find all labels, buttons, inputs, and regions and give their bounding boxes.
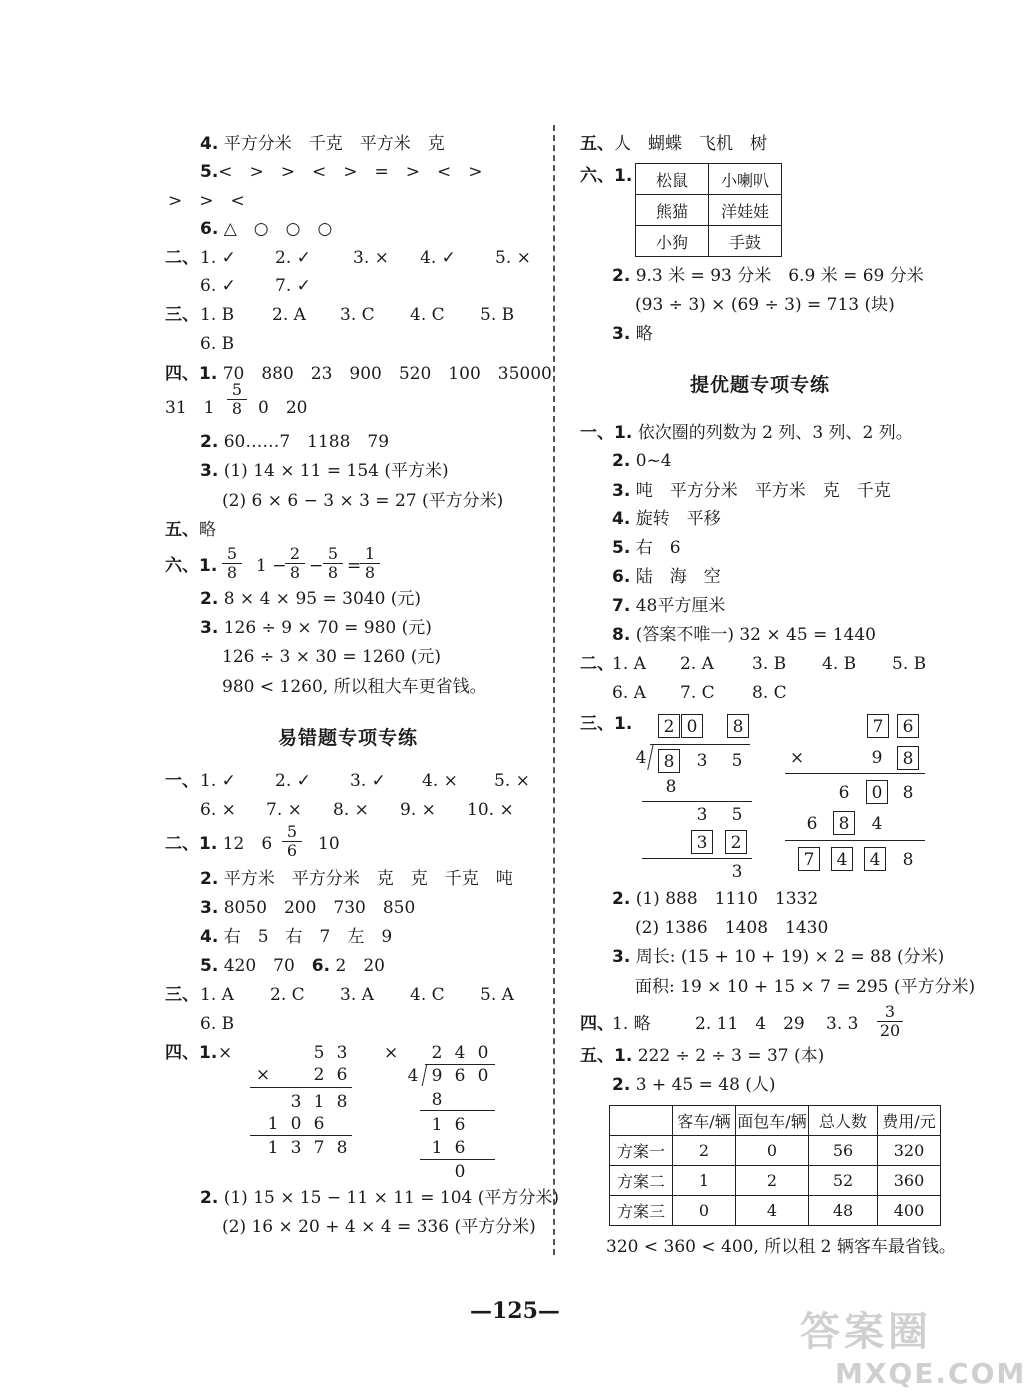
table-cell: 1 (673, 1166, 736, 1196)
table-cell: 52 (809, 1166, 878, 1196)
digit-box: 4 (831, 847, 853, 871)
r-u-5: 5. B (892, 654, 927, 674)
r-sec6-2: 2. 9.3 米 = 93 分米 6.9 米 = 69 分米 (612, 266, 924, 286)
r-w-fraction: $\frac{3}{20}$ (877, 1003, 903, 1040)
plan-table (609, 1105, 941, 1226)
r-u-label: 二、 (580, 654, 614, 674)
l2-sec2-5: 5. 420 70 6. 2 20 (200, 956, 385, 976)
l2-sec1-4: 4. × (422, 771, 458, 791)
r-t3: 3. 吨 平方分米 平方米 克 千克 (612, 481, 891, 501)
table-cell: 方案三 (610, 1196, 673, 1226)
times-sign: × (255, 1065, 271, 1085)
table-cell: 56 (809, 1136, 878, 1166)
l2-sec4-2: 2. (1) 15 × 15 − 11 × 11 = 104 (平方分米) (200, 1188, 560, 1208)
r-u-6: 6. A (612, 683, 646, 703)
r-t5: 5. 右 6 (612, 538, 681, 558)
r-v-3-2: 面积: 19 × 10 + 15 × 7 = 295 (平方分米) (635, 977, 976, 997)
l-sec6-label: 六、1. (165, 556, 218, 576)
table-row (610, 1196, 941, 1226)
times-sign: × (789, 748, 805, 768)
l2-sec4-x2: × (384, 1043, 399, 1063)
digit: 8 (431, 1090, 443, 1110)
r-u-1: 1. A (612, 654, 646, 674)
heading-error-prone: 易错题专项专练 (278, 727, 419, 749)
watermark-url: MXQE.COM (835, 1357, 1026, 1390)
table-cell: 400 (878, 1196, 941, 1226)
l2-sec3-4: 4. C (410, 985, 445, 1005)
l-sec4-3-1: 3. (1) 14 × 11 = 154 (平方米) (200, 461, 449, 481)
rule (642, 858, 752, 859)
l-sec3-2: 2. A (272, 305, 306, 325)
l-sec6-eq: = (347, 556, 362, 576)
l2-sec2-1-post: 10 (318, 834, 340, 854)
digit: 4 (871, 814, 883, 834)
l-item-5-cont: > > < (168, 191, 245, 211)
digit-box: 8 (833, 811, 855, 835)
digit-box: 2 (725, 830, 747, 854)
r-t7: 7. 48平方厘米 (612, 596, 726, 616)
table-row (636, 164, 782, 195)
l2-sec2-2: 2. 平方米 平方分米 克 克 千克 吨 (200, 869, 513, 889)
table-cell: 0 (736, 1136, 809, 1166)
column-divider (553, 125, 555, 1255)
l2-sec2-1: 二、1. 12 6 (165, 834, 273, 854)
table-cell: 小狗 (636, 226, 709, 257)
digit: 6 (838, 783, 850, 803)
table-cell: 0 (673, 1196, 736, 1226)
l2-sec1-label: 一、 (165, 771, 199, 791)
digit: 3 (731, 862, 743, 882)
l2-sec3-3: 3. A (340, 985, 374, 1005)
r-w-1: 1. 略 (612, 1014, 651, 1034)
digit: 9 (431, 1066, 443, 1086)
l-sec2-6: 6. ✓ (200, 276, 236, 296)
l-sec3-3: 3. C (340, 305, 375, 325)
watermark-logo (800, 1300, 1026, 1390)
r-sec6-3: 3. 略 (612, 324, 653, 344)
l2-sec3-1: 1. A (200, 985, 234, 1005)
table-row (610, 1136, 941, 1166)
r-w-2: 2. 11 4 29 (695, 1014, 805, 1034)
table-header-row (610, 1106, 941, 1136)
l2-sec4-2b: (2) 16 × 20 + 4 × 4 = 336 (平方分米) (222, 1217, 536, 1237)
l-sec2-5: 5. × (495, 248, 531, 268)
r-t6: 6. 陆 海 空 (612, 567, 721, 587)
digit: 6 (454, 1115, 466, 1135)
page-number: —125— (470, 1298, 560, 1324)
r-t1: 一、1. 依次圈的列数为 2 列、3 列、2 列。 (580, 423, 913, 443)
table-cell: 2 (736, 1166, 809, 1196)
l-sec2-2: 2. ✓ (275, 248, 311, 268)
digit: 6 (336, 1065, 348, 1085)
l-sec4-1: 四、1. 70 880 23 900 520 100 35000 (165, 364, 552, 384)
digit-box: 6 (897, 714, 919, 738)
r-u-4: 4. B (822, 654, 857, 674)
r-x-2: 2. 3 + 45 = 48 (人) (612, 1075, 776, 1095)
l2-sec4-label: 四、1. (165, 1043, 218, 1063)
digit: 4 (454, 1043, 466, 1063)
l-sec2-4: 4. ✓ (420, 248, 456, 268)
l-sec6-minus: − (309, 556, 324, 576)
r-t4: 4. 旋转 平移 (612, 509, 721, 529)
match-table (635, 163, 782, 257)
digit: 6 (454, 1138, 466, 1158)
digit: 5 (731, 805, 743, 825)
l2-sec3-6: 6. B (200, 1014, 235, 1034)
r-u-7: 7. C (680, 683, 715, 703)
l2-sec1-6: 6. × (200, 800, 236, 820)
table-cell: 手鼓 (709, 226, 782, 257)
digit: 3 (290, 1092, 302, 1112)
digit: 1 (431, 1138, 443, 1158)
r-sec6-label: 六、1. (580, 166, 633, 186)
r-v-label: 三、1. (580, 714, 633, 734)
r-x-1: 五、1. 222 ÷ 2 ÷ 3 = 37 (本) (580, 1046, 825, 1066)
divisor: 4 (407, 1066, 419, 1086)
table-cell: 320 (878, 1136, 941, 1166)
l-sec2-3: 3. × (353, 248, 389, 268)
digit: 3 (290, 1138, 302, 1158)
r-v-2-2: (2) 1386 1408 1430 (635, 918, 829, 938)
digit: 2 (313, 1065, 325, 1085)
digit: 3 (696, 805, 708, 825)
table-header-cell: 客车/辆 (673, 1106, 736, 1136)
l-sec5: 五、略 (165, 520, 216, 540)
digit-box: 2 (658, 714, 680, 738)
digit: 3 (696, 751, 708, 771)
heading-advanced: 提优题专项专练 (690, 374, 831, 396)
l-item-6: 6. △ ○ ○ ○ (200, 219, 333, 239)
l-item-5: 5.< > > < > = > < > (200, 162, 483, 182)
digit: 0 (454, 1162, 466, 1182)
digit: 1 (313, 1092, 325, 1112)
table-cell: 松鼠 (636, 164, 709, 195)
r-u-3: 3. B (752, 654, 787, 674)
l-sec3-5: 5. B (480, 305, 515, 325)
table-cell: 小喇叭 (709, 164, 782, 195)
digit: 5 (731, 751, 743, 771)
digit: 8 (902, 850, 914, 870)
digit: 9 (871, 748, 883, 768)
r-w-3: 3. 3 (826, 1014, 859, 1034)
digit-box: 7 (867, 714, 889, 738)
l-sec2-1: 1. ✓ (200, 248, 236, 268)
r-u-8: 8. C (752, 683, 787, 703)
digit-box: 8 (897, 746, 919, 770)
l-sec6-mid: 1 − (256, 556, 287, 576)
table-cell: 熊猫 (636, 195, 709, 226)
table-header-cell: 面包车/辆 (736, 1106, 809, 1136)
table-cell: 360 (878, 1166, 941, 1196)
l2-sec2-3: 3. 8050 200 730 850 (200, 898, 416, 918)
l-sec3-6: 6. B (200, 334, 235, 354)
digit: 1 (431, 1115, 443, 1135)
digit-box: 8 (727, 714, 749, 738)
table-header-cell (610, 1106, 673, 1136)
table-row (636, 226, 782, 257)
l2-sec1-10: 10. × (467, 800, 514, 820)
division-bar (650, 744, 750, 745)
digit: 6 (454, 1066, 466, 1086)
digit: 6 (313, 1114, 325, 1134)
digit: 3 (336, 1043, 348, 1063)
l-sec6-2: 2. 8 × 4 × 95 = 3040 (元) (200, 589, 422, 609)
table-cell: 2 (673, 1136, 736, 1166)
l2-sec3-label: 三、 (165, 985, 199, 1005)
l-sec4-fraction: $\frac{5}{8}$ (227, 381, 247, 418)
digit: 1 (267, 1114, 279, 1134)
table-header-cell: 费用/元 (878, 1106, 941, 1136)
l-sec4-1-cont-post: 0 20 (258, 398, 308, 418)
rule (250, 1087, 352, 1088)
rule (785, 840, 925, 841)
l-sec6-3b: 126 ÷ 3 × 30 = 1260 (元) (222, 647, 441, 667)
l2-sec1-5: 5. × (494, 771, 530, 791)
l2-sec4-x1: × (218, 1043, 233, 1063)
l2-sec3-2: 2. C (270, 985, 305, 1005)
digit-box: 7 (798, 847, 820, 871)
table-row (636, 195, 782, 226)
l2-sec1-2: 2. ✓ (275, 771, 311, 791)
l-sec6-frac4: $\frac{1}{8}$ (360, 545, 380, 582)
r-w-label: 四、 (580, 1014, 614, 1034)
digit-box: 0 (681, 714, 703, 738)
table-header-cell: 总人数 (809, 1106, 878, 1136)
digit: 8 (902, 783, 914, 803)
table-cell: 4 (736, 1196, 809, 1226)
l-sec6-frac3: $\frac{5}{8}$ (323, 545, 343, 582)
r-sec6-2b: (93 ÷ 3) × (69 ÷ 3) = 713 (块) (635, 295, 895, 315)
l-sec6-frac1: $\frac{5}{8}$ (222, 545, 242, 582)
digit: 1 (267, 1138, 279, 1158)
r-u-2: 2. A (680, 654, 714, 674)
digit: 7 (313, 1138, 325, 1158)
digit: 2 (431, 1043, 443, 1063)
l-sec4-2: 2. 60……7 1188 79 (200, 432, 390, 452)
digit: 0 (477, 1066, 489, 1086)
r-sec5: 五、人 蝴蝶 飞机 树 (580, 134, 767, 154)
digit: 8 (336, 1092, 348, 1112)
table-cell: 48 (809, 1196, 878, 1226)
digit-box: 3 (691, 830, 713, 854)
rule (642, 801, 752, 802)
divisor: 4 (635, 748, 647, 768)
digit-box: 0 (866, 780, 888, 804)
r-t2: 2. 0~4 (612, 451, 672, 471)
l-sec3-1: 1. B (200, 305, 235, 325)
digit-box: 4 (864, 847, 886, 871)
digit: 8 (665, 777, 677, 797)
l2-sec2-fraction: $\frac{5}{6}$ (282, 823, 302, 860)
table-cell: 方案一 (610, 1136, 673, 1166)
table-row (610, 1166, 941, 1196)
watermark-text: 答案圈 (800, 1309, 932, 1355)
l-sec6-frac2: $\frac{2}{8}$ (285, 545, 305, 582)
digit-box: 8 (658, 749, 680, 773)
digit: 5 (313, 1043, 325, 1063)
r-v-3-1: 3. 周长: (15 + 10 + 19) × 2 = 88 (分米) (612, 947, 945, 967)
l-sec2-7: 7. ✓ (275, 276, 311, 296)
l-sec4-1-cont-pre: 31 1 (165, 398, 215, 418)
l2-sec1-1: 1. ✓ (200, 771, 236, 791)
digit: 0 (477, 1043, 489, 1063)
digit: 8 (336, 1138, 348, 1158)
l2-sec1-9: 9. × (400, 800, 436, 820)
l-sec4-3-2: (2) 6 × 6 − 3 × 3 = 27 (平方分米) (222, 491, 504, 511)
digit: 0 (290, 1114, 302, 1134)
l-sec2-label: 二、 (165, 248, 199, 268)
r-x-3: 320 < 360 < 400, 所以租 2 辆客车最省钱。 (606, 1237, 956, 1257)
l-item-4: 4. 平方分米 千克 平方米 克 (200, 134, 445, 154)
table-cell: 方案二 (610, 1166, 673, 1196)
l-sec3-label: 三、 (165, 305, 199, 325)
l2-sec2-4: 4. 右 5 右 7 左 9 (200, 927, 393, 947)
l2-sec3-5: 5. A (480, 985, 514, 1005)
l-sec6-3c: 980 < 1260, 所以租大车更省钱。 (222, 677, 487, 697)
l2-sec1-3: 3. ✓ (350, 771, 386, 791)
l2-sec1-8: 8. × (333, 800, 369, 820)
digit: 6 (806, 814, 818, 834)
r-t8: 8. (答案不唯一) 32 × 45 = 1440 (612, 625, 877, 645)
table-cell: 洋娃娃 (709, 195, 782, 226)
l-sec6-3: 3. 126 ÷ 9 × 70 = 980 (元) (200, 618, 432, 638)
l2-sec1-7: 7. × (266, 800, 302, 820)
rule (420, 1110, 495, 1111)
l-sec3-4: 4. C (410, 305, 445, 325)
r-v-2-1: 2. (1) 888 1110 1332 (612, 889, 819, 909)
rule (785, 773, 925, 774)
